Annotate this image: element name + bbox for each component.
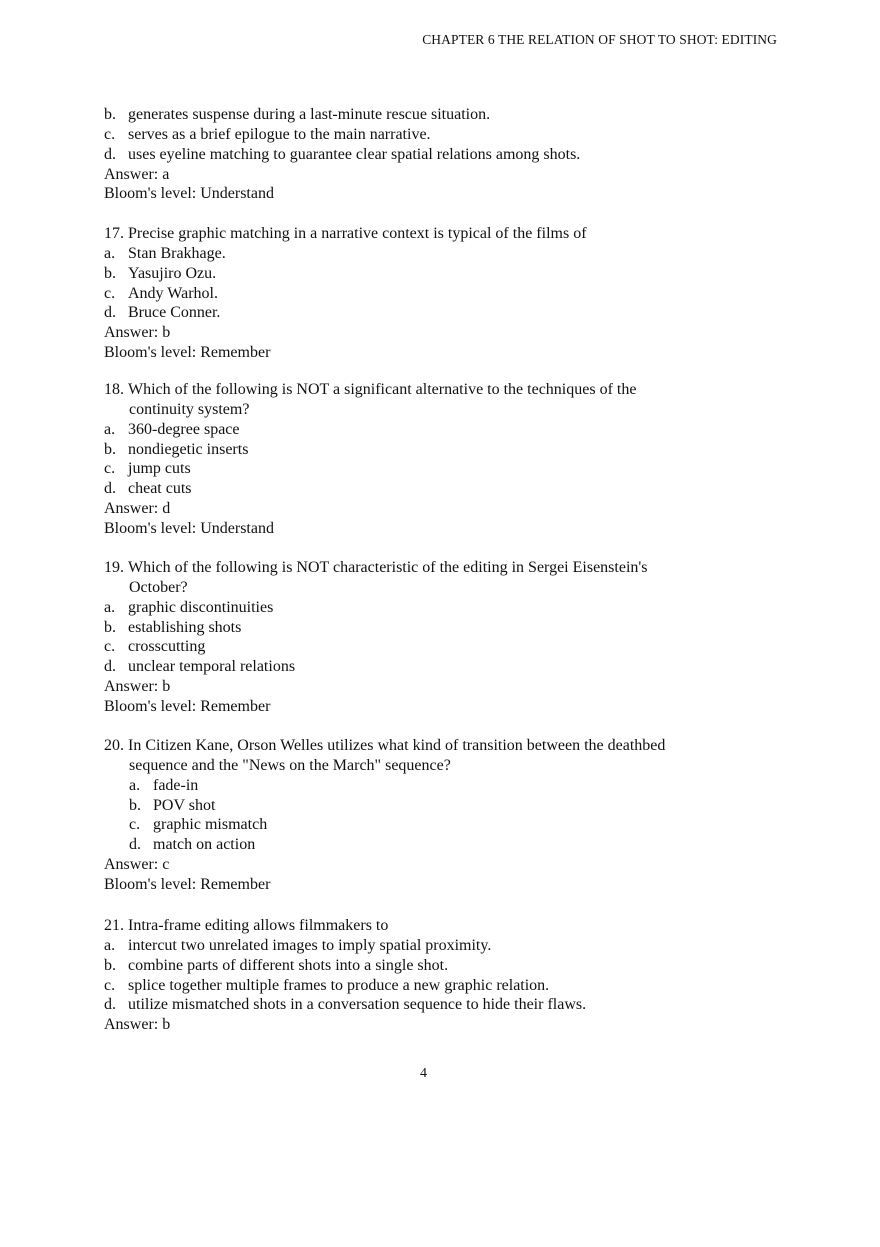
item-text: Bloom's level: Remember: [104, 697, 271, 715]
item-label: 18.: [104, 381, 124, 398]
item-label: b.: [104, 618, 116, 636]
list-item: [129, 776, 198, 796]
item-label: b.: [104, 106, 116, 123]
list-item: [129, 796, 215, 816]
item-text: utilize mismatched shots in a conversation sequence to hide their flaws.: [128, 996, 587, 1014]
running-header: CHAPTER 6 THE RELATION OF SHOT TO SHOT: EDITING: [422, 32, 777, 47]
item-label: a.: [104, 244, 116, 262]
list-item: [104, 459, 191, 479]
item-label: c.: [129, 816, 141, 834]
item-label: d.: [129, 836, 141, 854]
item-text: Bruce Conner.: [128, 304, 221, 322]
item-label: 20.: [104, 737, 124, 754]
item-text: sequence and the "News on the March" sequence?: [129, 756, 451, 774]
item-text: nondiegetic inserts: [128, 440, 249, 458]
list-item: [129, 815, 267, 835]
item-text: serves as a brief epilogue to the main narrative.: [128, 125, 431, 143]
item-text: Stan Brakhage.: [128, 244, 226, 262]
item-label: c.: [104, 460, 116, 478]
item-text: generates suspense during a last-minute rescue situation.: [128, 106, 491, 123]
item-text: crosscutting: [128, 638, 206, 656]
item-text: Bloom's level: Understand: [104, 185, 274, 203]
list-item: [104, 995, 586, 1015]
list-item: [104, 976, 549, 996]
item-label: b.: [104, 264, 116, 282]
text-line: [104, 855, 169, 875]
list-item: [104, 284, 218, 304]
item-text: Answer: b: [104, 1016, 171, 1034]
item-label: b.: [129, 796, 141, 814]
list-item: [104, 105, 490, 125]
item-text: match on action: [153, 836, 256, 854]
item-label: a.: [129, 776, 141, 794]
item-text: Bloom's level: Remember: [104, 344, 271, 362]
list-item: [104, 598, 273, 618]
item-text: splice together multiple frames to produce a new graphic relation.: [128, 976, 550, 994]
item-label: d.: [104, 480, 116, 498]
list-item: [104, 420, 240, 440]
text-line: [129, 400, 249, 420]
list-item: [104, 618, 241, 638]
item-text: Answer: b: [104, 678, 171, 696]
item-label: d.: [104, 304, 116, 322]
item-label: c.: [104, 976, 116, 994]
list-item: [129, 835, 255, 855]
item-label: d.: [104, 658, 116, 676]
item-label: a.: [104, 598, 116, 616]
item-text: establishing shots: [128, 618, 242, 636]
item-label: a.: [104, 420, 116, 438]
text-line: [104, 499, 170, 519]
item-text: Answer: c: [104, 856, 170, 874]
item-text: Answer: a: [104, 165, 170, 183]
text-line: [104, 875, 270, 895]
text-line: [104, 323, 170, 343]
item-text: 21. Intra-frame editing allows filmmakers to: [104, 917, 389, 934]
item-text: continuity system?: [129, 400, 250, 418]
item-text: uses eyeline matching to guarantee clear spatial relations among shots.: [128, 145, 581, 163]
item-label: c.: [104, 284, 116, 302]
list-item: [104, 558, 648, 578]
text-line: [104, 1015, 170, 1035]
list-item: [104, 125, 431, 145]
item-text: Answer: b: [104, 324, 171, 342]
item-label: c.: [104, 638, 116, 656]
item-text: jump cuts: [128, 460, 191, 478]
item-text: combine parts of different shots into a single shot.: [128, 956, 449, 974]
text-line: [104, 519, 274, 539]
item-text: In Citizen Kane, Orson Welles utilizes what kind of transition between the deathbed: [128, 737, 666, 754]
item-label: c.: [104, 125, 116, 143]
item-text: 17. Precise graphic matching in a narrative context is typical of the films of: [104, 225, 587, 242]
item-text: Bloom's level: Understand: [104, 519, 274, 537]
item-text: graphic discontinuities: [128, 598, 274, 616]
list-item: [104, 956, 448, 976]
list-item: [104, 303, 220, 323]
text-line: [104, 184, 274, 204]
list-item: [104, 440, 248, 460]
item-text: graphic mismatch: [153, 816, 268, 834]
item-text: Andy Warhol.: [128, 284, 218, 302]
item-text: unclear temporal relations: [128, 658, 296, 676]
list-item: [104, 145, 580, 165]
list-item: [104, 244, 226, 264]
item-text: Answer: d: [104, 500, 171, 518]
text-line: [104, 224, 587, 244]
list-item: [104, 736, 665, 756]
item-label: a.: [104, 936, 116, 954]
text-line: [104, 916, 388, 936]
item-label: b.: [104, 440, 116, 458]
item-text: intercut two unrelated images to imply spatial proximity.: [128, 936, 492, 954]
text-line: [104, 677, 170, 697]
item-label: b.: [104, 956, 116, 974]
item-text: POV shot: [153, 796, 216, 814]
item-label: 19.: [104, 559, 124, 576]
item-text: Bloom's level: Remember: [104, 875, 271, 893]
list-item: [104, 264, 216, 284]
list-item: [104, 657, 295, 677]
item-text: Which of the following is NOT a significant alternative to the techniques of the: [128, 381, 637, 398]
item-text: 360-degree space: [128, 420, 240, 438]
text-line: [129, 756, 451, 776]
item-text: Yasujiro Ozu.: [128, 264, 217, 282]
item-label: d.: [104, 145, 116, 163]
item-text: fade-in: [153, 776, 199, 794]
item-text: Which of the following is NOT characteristic of the editing in Sergei Eisenstein's: [128, 559, 648, 576]
item-text: cheat cuts: [128, 480, 192, 498]
text-line: [104, 343, 270, 363]
text-line: [129, 578, 188, 598]
list-item: [104, 380, 636, 400]
list-item: [104, 479, 192, 499]
page-number: 4: [420, 1066, 427, 1081]
list-item: [104, 637, 205, 657]
item-label: d.: [104, 996, 116, 1014]
text-line: [104, 697, 270, 717]
text-line: [104, 165, 169, 185]
item-text: October?: [129, 578, 188, 596]
list-item: [104, 936, 491, 956]
